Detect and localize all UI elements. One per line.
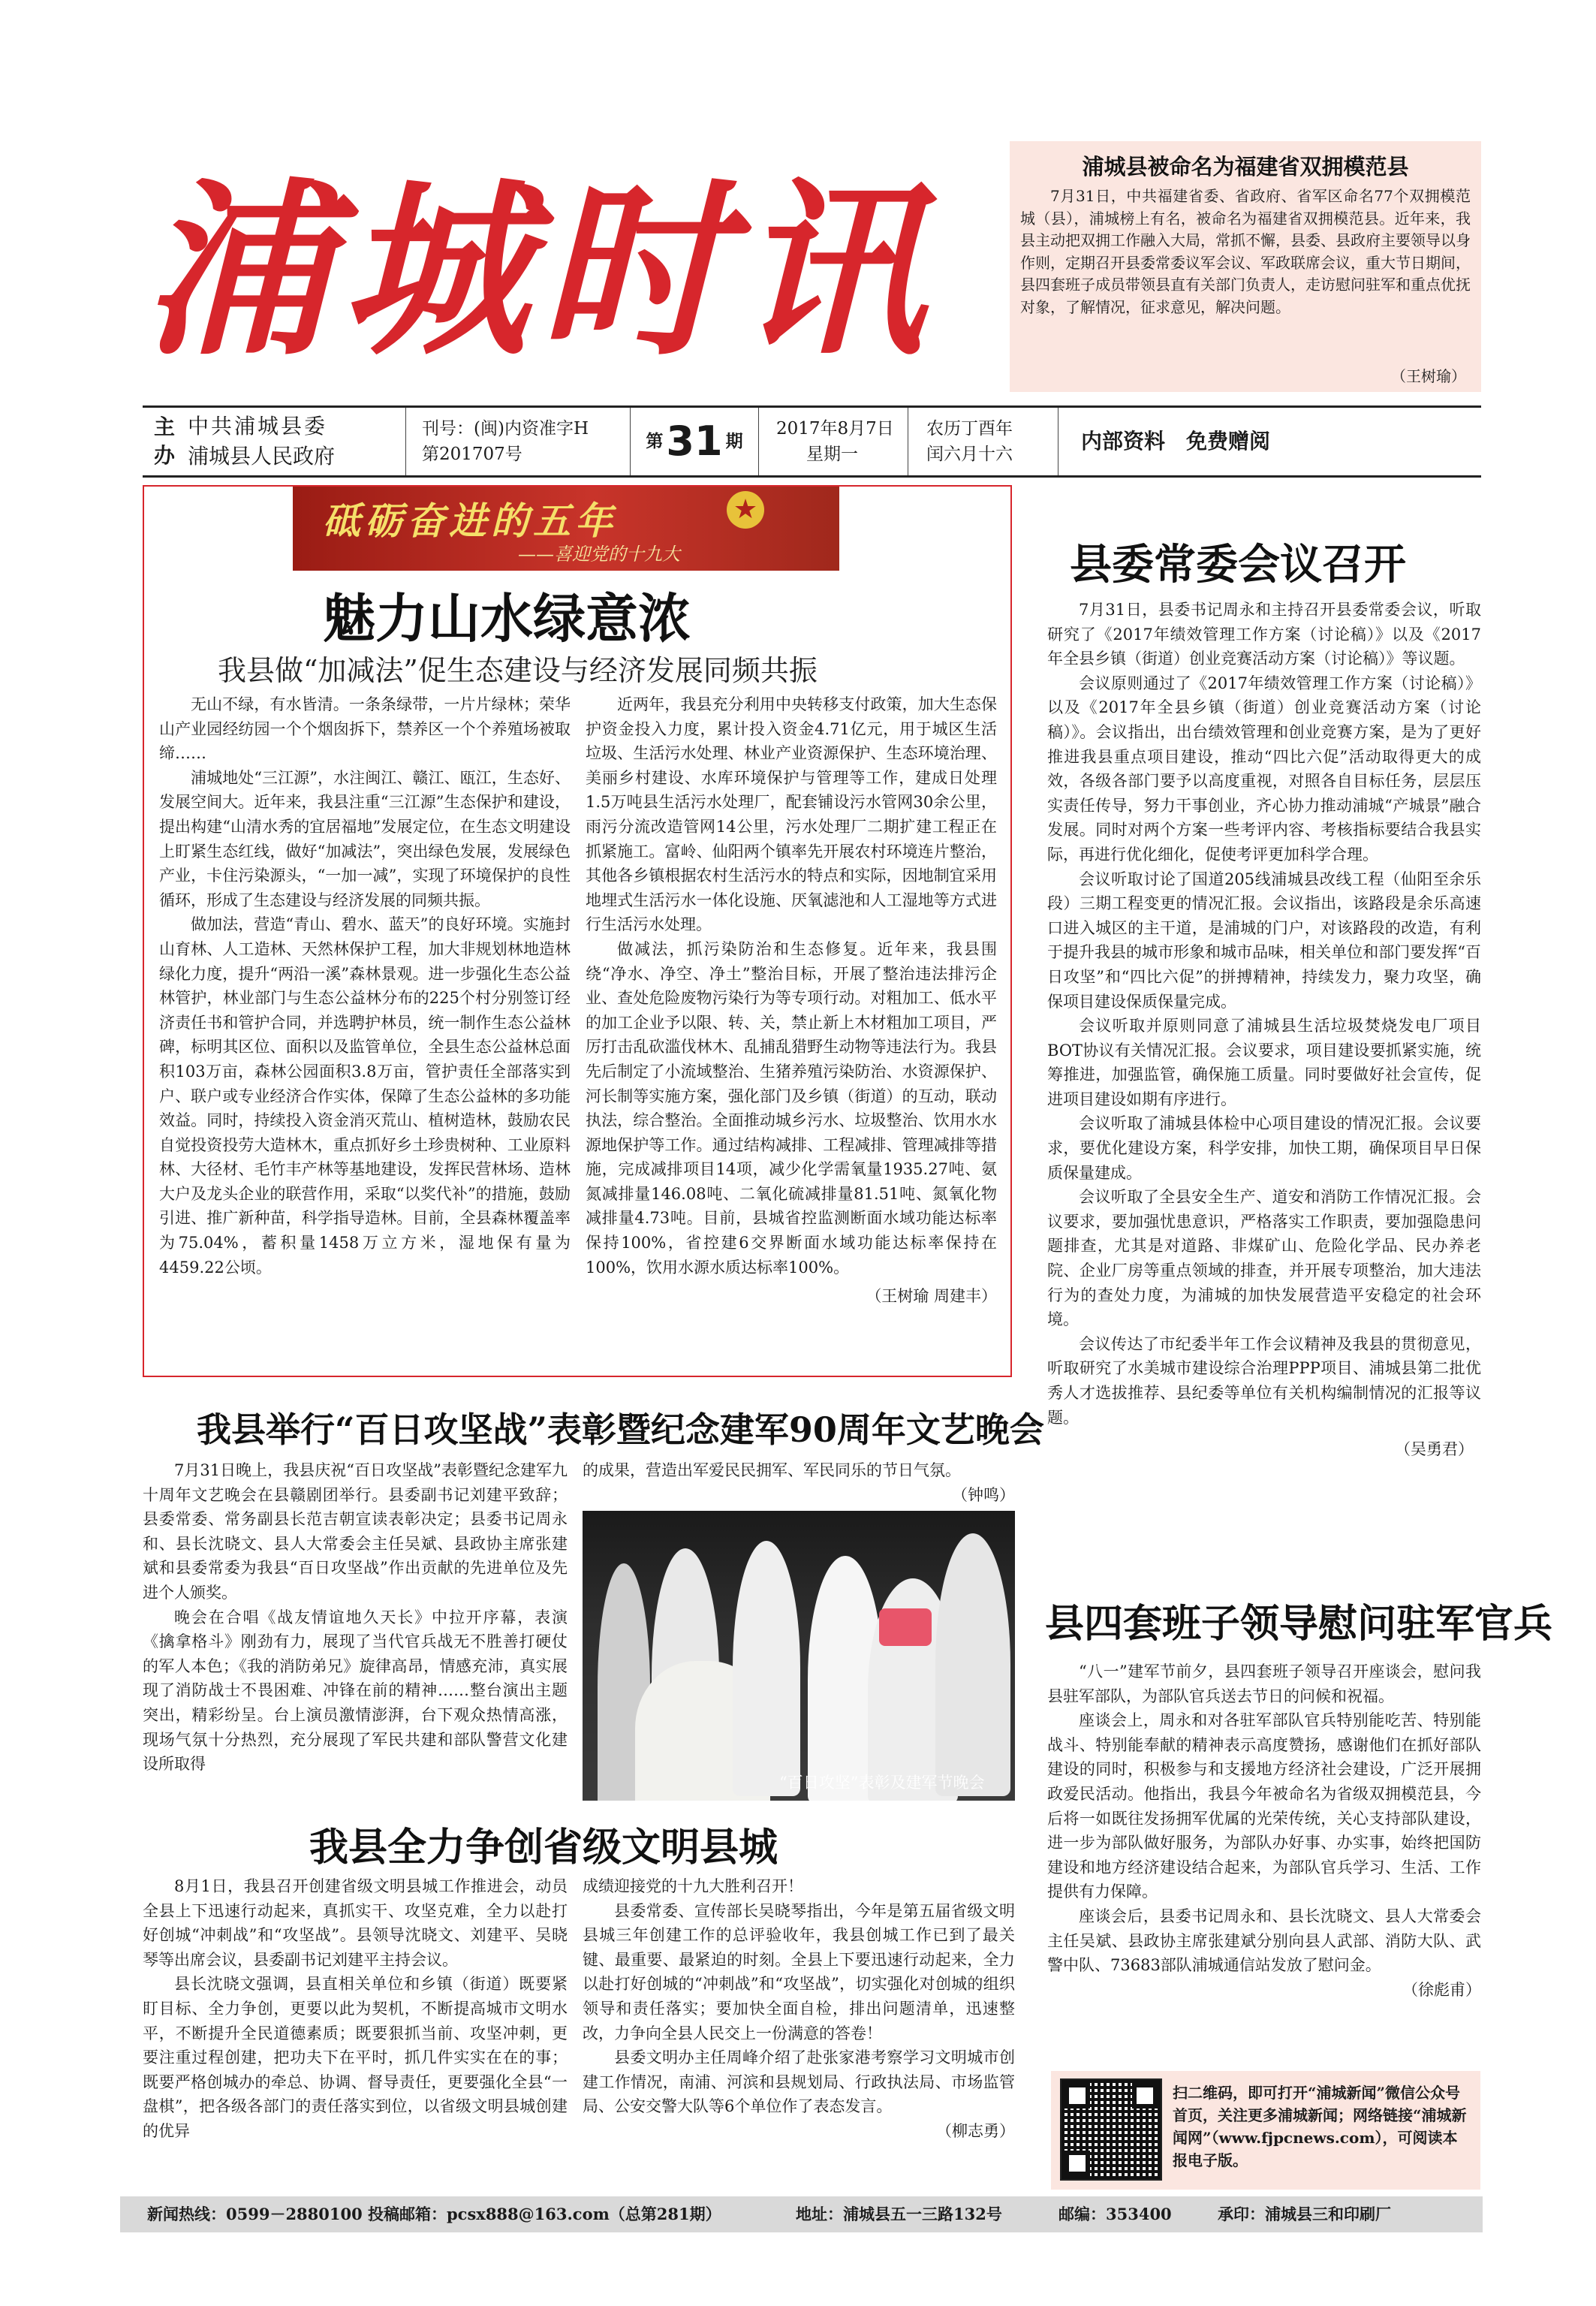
gala-photo <box>583 1511 1015 1801</box>
civilized-county-col2: 成绩迎接党的十九大胜利召开！ 县委常委、宣传部长吴晓琴指出，今年是第五届省级文明县城三年创建工作的总评验收年，我县创城工作已到了最关键、最重要、最紧迫的时刻。全县上下要迅速行动起来，全力以赴打好创城的“冲刺战”和“攻坚战”，切实强化对创城的组织领导和责任落实；要加快全面自检，排出问题清单，迅速整改，力争向全县人民交上一份满意的答卷！ 县委文明办主任周峰介绍了赴张家港考察学习文明城市创建工作情况，南浦、河滨和县规划局、行政执法局、市场监管局、公安交警大队等6个单位作了表态发言。 （柳志勇） <box>583 1874 1015 2144</box>
standing-committee-author: （吴勇君） <box>1395 1440 1474 1459</box>
civilized-county-col1: 8月1日，我县召开创建省级文明县城工作推进会，动员全县上下迅速行动起来，真抓实干、攻坚克难，全力以赴打好创城“冲刺战”和“攻坚战”。县领导沈晓文、刘建平、吴晓琴等出席会议，县委副书记刘建平主持会议。 县长沈晓文强调，县直相关单位和乡镇（街道）既要紧盯目标、全力争创，更要以此为契机，不断提高城市文明水平，不断提升全民道德素质；既要狠抓当前、攻坚冲刺，更要注重过程创建，把功夫下在平时，抓几件实实在在的事；既要严格创城办的牵总、协调、督导责任，更要强化全县“一盘棋”，把各级各部门的责任落实到位，以省级文明县城创建的优异 <box>143 1877 568 2140</box>
feature-article-col2: 近两年，我县充分利用中央转移支付政策，加大生态保护资金投入力度，累计投入资金4.71亿元，用于城区生活垃圾、生活污水处理、林业产业资源保护、生态环境治理、美丽乡村建设、水库环境保护与管理等工作，建成日处理1.5万吨县生活污水处理厂，配套铺设污水管网30余公里，雨污分流改造管网14公里，污水处理厂二期扩建工程正在抓紧施工。富岭、仙阳两个镇率先开展农村环境连片整治，其他各乡镇根据农村生活污水的特点和实际，因地制宜采用地埋式生活污水一体化设施、厌氧滤池和人工湿地等方式进行生活污水处理。 做减法，抓污染防治和生态修复。近年来，我县围绕“净水、净空、净土”整治目标，开展了整治违法排污企业、查处危险废物污染行为等专项行动。对粗加工、低水平的加工企业予以限、转、关，禁止新上木材粗加工项目，严厉打击乱砍滥伐林木、乱捕乱猎野生动物等违法行为。我县先后制定了小流域整治、生猪养殖污染防治、水资源保护、河长制等实施方案，强化部门及乡镇（街道）的互动，联动执法，综合整治。全面推动城乡污水、垃圾整治、饮用水水源地保护等工作。通过结构减排、工程减排、管理减排等措施，完成减排项目14项，减少化学需氧量1935.27吨、氨氮减排量146.08吨、二氧化硫减排量81.51吨、氮氧化物减排量4.73吨。目前，县城省控监测断面水域功能达标率保持100%，省控建6交界断面水域功能达标率保持在100%，饮用水源水质达标率100%。 （王树瑜 周建丰） <box>586 692 997 1309</box>
sponsor-label: 主 办 <box>153 414 175 468</box>
footer-postcode: 邮编：353400 <box>1058 2205 1172 2223</box>
gala-article-author: （钟鸣） <box>952 1485 1015 1504</box>
standing-committee-title: 县委常委会议召开 <box>1070 540 1406 589</box>
feature-article-col1: 无山不绿，有水皆清。一条条绿带，一片片绿林；荣华山产业园经纺园一个个烟囱拆下，禁养区一个个养殖场被取缔…… 浦城地处“三江源”，水注闽江、赣江、瓯江，生态好、发展空间大。近年来，我县注重“三江源”生态保护和建设，提出构建“山清水秀的宜居福地”发展定位，在生态文明建设上盯紧生态红线，做好“加减法”，突出绿色发展，发展绿色产业，卡住污染源头，“一加一减”，实现了环境保护的良性循环，形成了生态建设与经济发展的同频共振。 做加法，营造“青山、碧水、蓝天”的良好环境。实施封山育林、人工造林、天然林保护工程，加大非规划林地造林绿化力度，提升“两沿一溪”森林景观。进一步强化生态公益林管护，林业部门与生态公益林分布的225个村分别签订经济责任书和管护合同，并选聘护林员，统一制作生态公益林碑，标明其区位、面积以及监管单位，全县生态公益林总面积103万亩，森林公园面积3.8万亩，管护责任全部落实到户、联户或专业经济合作实体，保障了生态公益林的多功能效益。同时，持续投入资金消灭荒山、植树造林，鼓励农民自觉投资投劳大造林木，重点抓好乡土珍贵树种、工业原料林、大径材、毛竹丰产林等基地建设，发挥民营林场、造林大户及龙头企业的联营作用，采取“以奖代补”的措施，鼓励引进、推广新种苗，科学指导造林。目前，全县森林覆盖率为75.04%，蓄积量1458万立方米，湿地保有量为4459.22公顷。 <box>159 695 571 1277</box>
top-news-body: 7月31日，中共福建省委、省政府、省军区命名77个双拥模范城（县），浦城榜上有名，被命名为福建省双拥模范县。近年来，我县主动把双拥工作融入大局，常抓不懈，县委、县政府主要领导以身作则，定期召开县委常委议军会议、军政联席会议，重大节日期间，县四套班子成员带领县直有关部门负责人，走访慰问驻军和重点优抚对象，了解情况，征求意见，解决问题。 <box>1020 187 1471 316</box>
gala-article-col2: 的成果，营造出军爱民民拥军、军民同乐的节日气氛。 （钟鸣） <box>583 1458 1015 1507</box>
troop-visit-author: （徐彪甫） <box>1402 1980 1481 1999</box>
civilized-county-title: 我县全力争创省级文明县城 <box>309 1825 778 1870</box>
footer-email: 投稿邮箱：pcsx888@163.com（总第281期） <box>368 2205 721 2223</box>
free-notice: 内部资料 免费赠阅 <box>1081 429 1271 454</box>
top-news-box <box>1010 141 1481 392</box>
gala-article-title: 我县举行“百日攻坚战”表彰暨纪念建军90周年文艺晚会 <box>197 1409 1044 1450</box>
footer-hotline: 新闻热线：0599－2880100 <box>147 2205 363 2223</box>
footer-address: 地址：浦城县五一三路132号 <box>796 2205 1002 2223</box>
footer-printer: 承印：浦城县三和印刷厂 <box>1218 2205 1391 2223</box>
qr-promo-box <box>1051 2071 1480 2190</box>
issue-date: 2017年8月7日 星期一 <box>758 408 908 475</box>
publication-number: 刊号：(闽)内资准字H 第201707号 <box>405 408 631 475</box>
feature-article-subtitle: 我县做“加减法”促生态建设与经济发展同频共振 <box>218 654 818 687</box>
masthead-title: 浦城时讯 <box>143 160 935 381</box>
qr-promo-text: 扫二维码，即可打开“浦城新闻”微信公众号首页，关注更多浦城新闻；网络链接“浦城新闻网”（www.fjpcnews.com），可阅读本报电子版。 <box>1173 2084 1467 2169</box>
gala-photo-caption: “百日攻坚”表彰及建军节晚会 <box>779 1774 985 1792</box>
civilized-county-author: （柳志勇） <box>936 2121 1015 2140</box>
series-banner <box>293 487 839 571</box>
footer-bar <box>120 2196 1483 2232</box>
standing-committee-body: 7月31日，县委书记周永和主持召开县委常委会议，听取研究了《2017年绩效管理工作方案（讨论稿）》以及《2017年全县乡镇（街道）创业竞赛活动方案（讨论稿）》等议题。 会议原则通过了《2017年绩效管理工作方案（讨论稿）》以及《2017年全县乡镇（街道）创业竞赛活动方案（讨论稿）》。会议指出，出台绩效管理和创业竞赛方案，是为了更好推进我县重点项目建设，推动“四比六促”活动取得更大的成效，各级各部门要予以高度重视，对照各自目标任务，层层压实责任传导，努力干事创业，齐心协力推动浦城“产城景”融合发展。同时对两个方案一些考评内容、考核指标要结合我县实际，再进行优化细化，促使考评更加科学合理。 会议听取讨论了国道205线浦城县改线工程（仙阳至余乐段）三期工程变更的情况汇报。会议指出，该路段是余乐高速口进入城区的主干道，是浦城的门户，对该路段的改造，有利于提升我县的城市形象和城市品味，相关单位和部门要发挥“百日攻坚”和“四比六促”的拼搏精神，持续发力，聚力攻坚，确保项目建设保质保量完成。 会议听取并原则同意了浦城县生活垃圾焚烧发电厂项目BOT协议有关情况汇报。会议要求，项目建设要抓紧实施，统筹推进，加强监管，确保施工质量。同时要做好社会宣传，促进项目建设如期有序进行。 会议听取了浦城县体检中心项目建设的情况汇报。会议要求，要优化建设方案，科学安排，加快工期，确保项目早日保质保量建成。 会议听取了全县安全生产、道安和消防工作情况汇报。会议要求，要加强忧患意识，严格落实工作职责，要加强隐患问题排查，尤其是对道路、非煤矿山、危险化学品、民办养老院、企业厂房等重点领域的排查，并开展专项整治，加大违法行为的查处力度，为浦城的加快发展营造平安稳定的社会环境。 会议传达了市纪委半年工作会议精神及我县的贯彻意见，听取研究了水美城市建设综合治理PPP项目、浦城县第二批优秀人才选拔推荐、县纪委等单位有关机构编制情况的汇报等议题。 （吴勇君） <box>1047 598 1481 1462</box>
feature-article-author: （王树瑜 周建丰） <box>866 1287 997 1306</box>
lunar-date: 农历丁酉年 闰六月十六 <box>908 408 1058 475</box>
gala-article-col1: 7月31日晚上，我县庆祝“百日攻坚战”表彰暨纪念建军九十周年文艺晚会在县赣剧团举行。县委副书记刘建平致辞；县委常委、常务副县长范吉朝宣读表彰决定；县委书记周永和、县长沈晓文、县人大常委会主任吴斌、县政协主席张建斌和县委常委为我县“百日攻坚战”作出贡献的先进单位及先进个人颁奖。 晚会在合唱《战友情谊地久天长》中拉开序幕，表演《擒拿格斗》刚劲有力，展现了当代官兵战无不胜善打硬仗的军人本色；《我的消防弟兄》旋律高昂，情感充沛，真实展现了消防战士不畏困难、冲锋在前的精神……整台演出主题突出，精彩纷呈。台上演员激情澎湃，台下观众热情高涨，现场气氛十分热烈，充分展现了军民共建和部队警营文化建设所取得 <box>143 1461 568 1774</box>
troop-visit-body: “八一”建军节前夕，县四套班子领导召开座谈会，慰问我县驻军部队，为部队官兵送去节日的问候和祝福。 座谈会上，周永和对各驻军部队官兵特别能吃苦、特别能战斗、特别能奉献的精神表示高度赞扬，感谢他们在抓好部队建设的同时，积极参与和支援地方经济社会建设，广泛开展拥政爱民活动。他指出，我县今年被命名为省级双拥模范县，今后将一如既往发扬拥军优属的光荣传统，关心支持部队建设，进一步为部队做好服务，为部队办好事、办实事，始终把国防建设和地方经济建设结合起来，为部队官兵学习、生活、工作提供有力保障。 座谈会后，县委书记周永和、县长沈晓文、县人大常委会主任吴斌、县政协主席张建斌分别向县人武部、消防大队、武警中队、73683部队浦城通信站发放了慰问金。 （徐彪甫） <box>1047 1659 1481 2002</box>
sponsor-orgs: 中共浦城县委 浦城县人民政府 <box>188 408 406 475</box>
party-emblem-icon: ★ <box>727 491 764 529</box>
feature-article-title: 魅力山水绿意浓 <box>323 588 691 650</box>
qr-code-icon[interactable] <box>1060 2078 1162 2181</box>
banner-title: 砥砺奋进的五年 <box>323 499 617 543</box>
banner-subtitle: ——喜迎党的十九大 <box>518 544 680 565</box>
issue-info-bar <box>143 405 1481 478</box>
issue-number: 第 31 期 <box>631 408 759 475</box>
troop-visit-title: 县四套班子领导慰问驻军官兵 <box>1045 1601 1553 1647</box>
top-news-author: （王树瑜） <box>1391 367 1466 385</box>
top-news-title: 浦城县被命名为福建省双拥模范县 <box>1082 154 1409 179</box>
